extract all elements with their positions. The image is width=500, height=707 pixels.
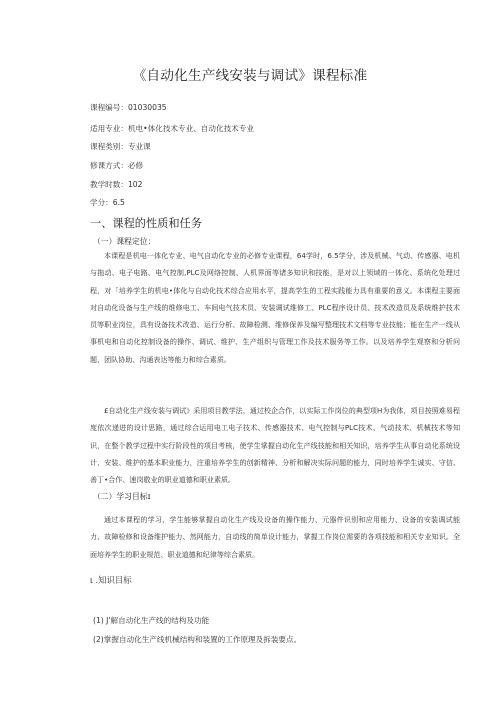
knowledge-item: (1) J'解自动化生产线的结构及功能: [93, 616, 210, 625]
knowledge-goals-heading: ι .知识目标: [90, 575, 132, 585]
paragraph-objectives: 通过本课程的学习，学生能够掌握自动化生产线及设备的操作能力、元器件识别和应用能力、设备的安装调试能力、故障检修和设备维护能力、然网能力，自动线的简单设计能力，掌握工作岗位需要的各项技能和相关专业知识。全面培养学生的职业规范、职业道德和纪律等综合素质。: [90, 515, 460, 559]
meta-course-type: 课程类别：专业课: [90, 142, 151, 151]
subsection2-heading: （二）学习目标ɪ: [93, 492, 151, 501]
document-title: 《自动化生产线安装与调试》课程标准: [132, 68, 368, 84]
paragraph-teaching-method: £自动化生产线安装与调试》采用项目教学法，通过校企合作，以实际工作岗位的典型项H为我体，项目按照难易程度依次递进的设计思路，通过综合运用电工电子技术、传感器技术、电气控制与PLC技术、气动技术、机械技术等知识，在整个教学过程中实行阶段性的项目考核，使学生掌握自动化生产线技能和相关知识，培养学生从事自动化系统设计、安装、维护的基本职业能力，注重培养学生的创新精神、分析和解决实际问题的能力，同时培养学生诚实、守信、善丁•合作、速岗敬业的职业道德和职业素质。: [90, 406, 460, 485]
meta-course-code: 课程编号：01030035: [90, 103, 167, 112]
meta-credits: 学分：6.5: [90, 198, 125, 207]
subsection1-heading: （一）课程定位：: [93, 237, 156, 246]
section1-heading: 一、课程的性质和任务: [90, 217, 202, 230]
meta-hours: 教学时数：102: [90, 180, 143, 189]
meta-study-mode: 修课方式：必修: [90, 161, 144, 170]
knowledge-item: (2)掌握自动化生产线机械结构和装置的工作原理及拆装要点。: [93, 635, 302, 644]
meta-majors: 适用专业：机电•体化技术专业、自动化技术专业: [90, 124, 254, 133]
paragraph-positioning: 本课程是机电一体化专业、电气自动化专业的必修专业课程，64学时，6.5学分，涉及机械、气动、传感器、电机与拖动、电子电路、电气控制,PLC及网络控制、人机界面等诸多知识和技能，是对以上领域的一体化、系统化处理过程，对「培养学生的机电•体化与自动化技术综合应用水平，提高学生的工程实践能力具有重要的意义。本课程主要面对自动化设备与生产线的维修电工、车间电气技术员、安装调试维修工、PLC程序设计员、技术改造员及系统维护技术员等职业岗位，具有设备技术改造、运行分析、故障检测、维修保养及编写整理技术文档等专业技能；能在生产一线从事机电和自动化控制设备的操作、调试、维护、生产组织与管理工作及技术服务等工作。以及培养学生观察和分析问题、团队协助、沟通表达等能力和综合素质。: [90, 251, 460, 364]
